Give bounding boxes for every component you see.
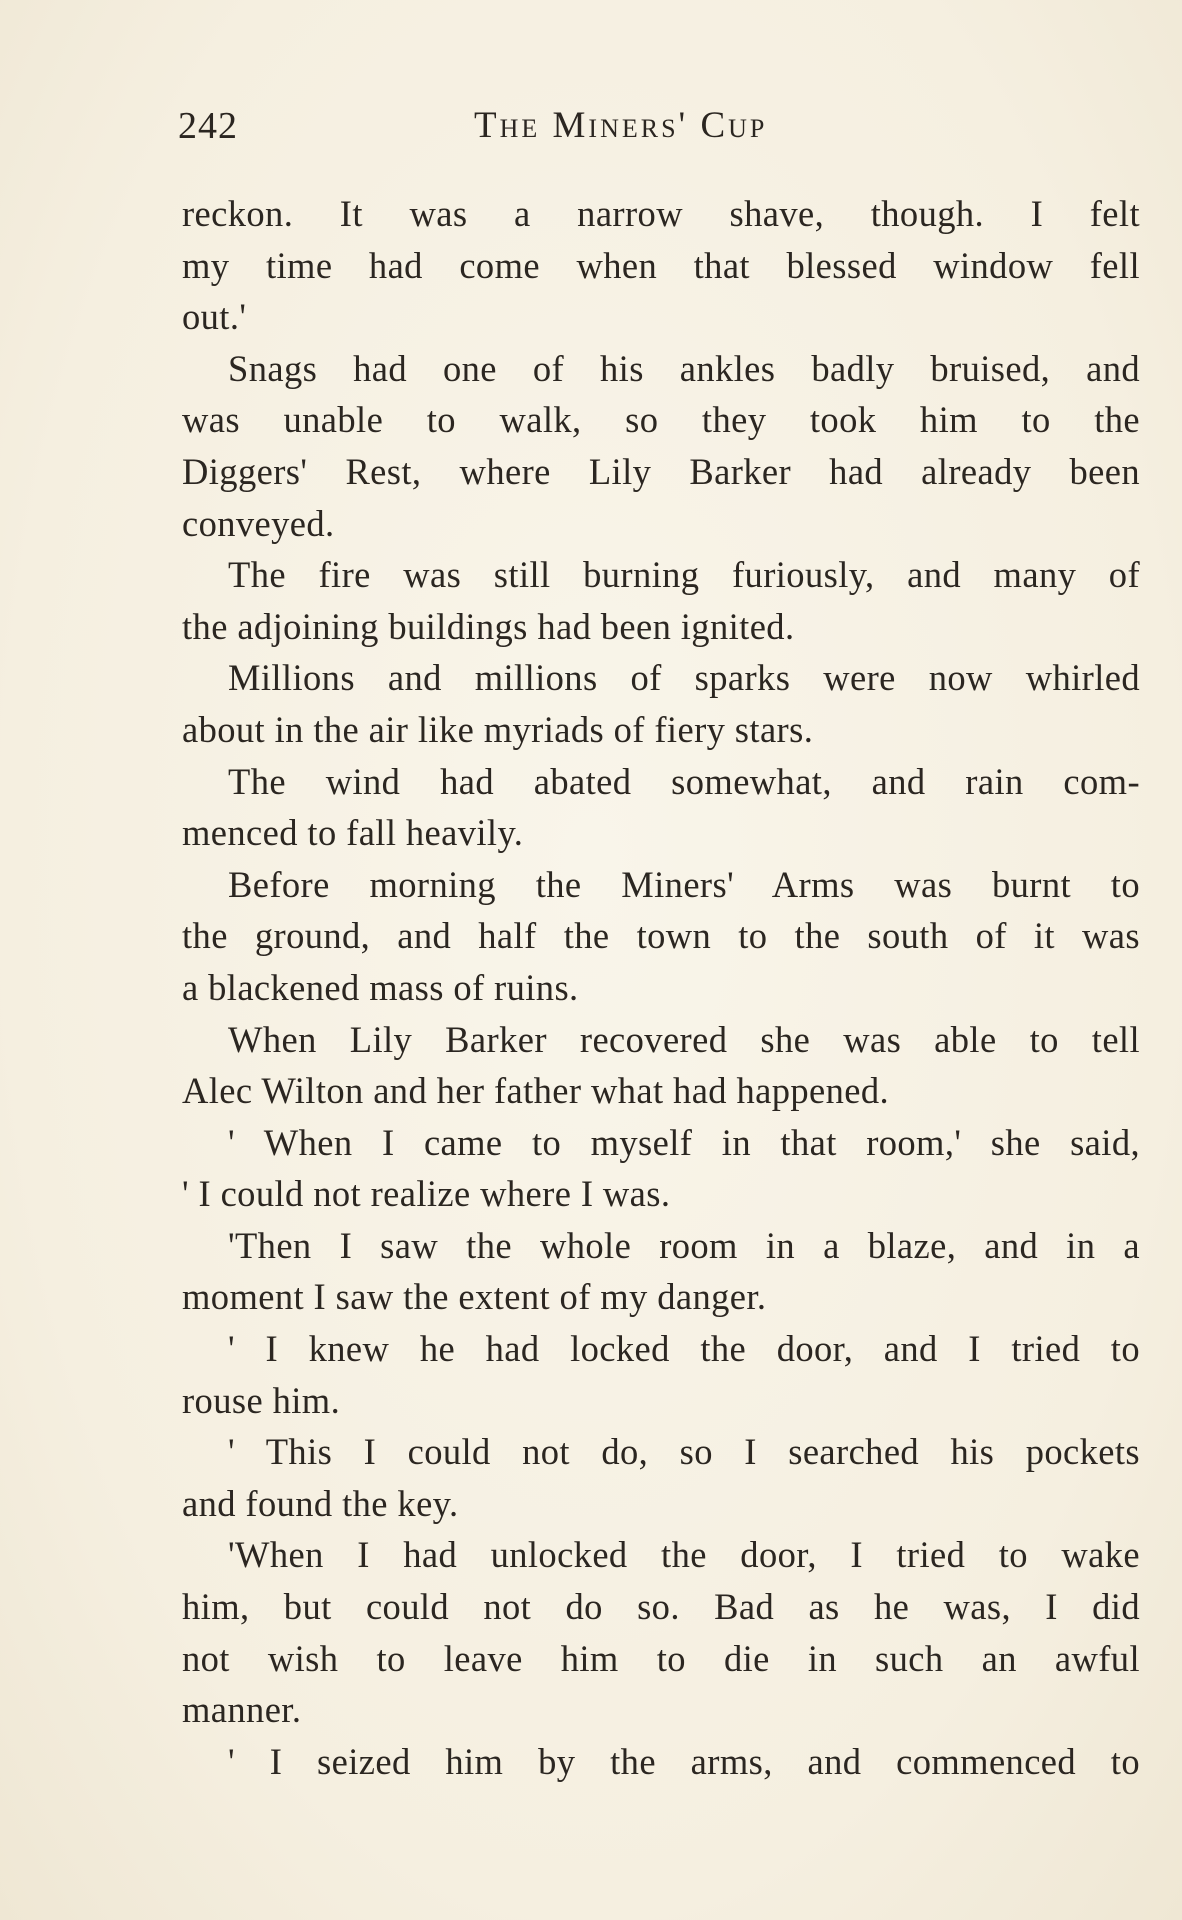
- page-number: 242: [178, 105, 238, 147]
- text-line: ' I knew he had locked the door, and I tried to: [228, 1328, 1140, 1370]
- text-line: Alec Wilton and her father what had happened.: [182, 1070, 890, 1112]
- text-line: conveyed.: [182, 502, 335, 544]
- text-line: rouse him.: [182, 1379, 341, 1421]
- text-line: The fire was still burning furiously, and many of: [228, 554, 1140, 596]
- text-line: ' I seized him by the arms, and commenced to: [228, 1740, 1140, 1782]
- text-line: about in the air like myriads of fiery stars.: [182, 708, 814, 750]
- text-line: When Lily Barker recovered she was able to tell: [228, 1018, 1140, 1060]
- text-line: ' This I could not do, so I searched his pockets: [228, 1431, 1140, 1473]
- text-line: menced to fall heavily.: [182, 812, 524, 854]
- text-line: a blackened mass of ruins.: [182, 966, 579, 1008]
- text-line: ' When I came to myself in that room,' she said,: [228, 1121, 1140, 1163]
- text-line: ' I could not realize where I was.: [182, 1173, 671, 1215]
- text-line: and found the key.: [182, 1482, 459, 1524]
- text-line: not wish to leave him to die in such an awful: [182, 1637, 1140, 1679]
- text-line: him, but could not do so. Bad as he was, I did: [182, 1586, 1140, 1628]
- page-header: [174, 104, 844, 164]
- text-line: manner.: [182, 1689, 302, 1731]
- text-line: moment I saw the extent of my danger.: [182, 1276, 767, 1318]
- text-line: was unable to walk, so they took him to the: [182, 399, 1140, 441]
- text-line: Before morning the Miners' Arms was burnt to: [228, 863, 1140, 905]
- text-line: Millions and millions of sparks were now whirled: [228, 657, 1140, 699]
- text-line: out.': [182, 296, 247, 338]
- text-line: Diggers' Rest, where Lily Barker had already been: [182, 450, 1140, 492]
- text-line: reckon. It was a narrow shave, though. I felt: [182, 193, 1140, 234]
- text-line: the ground, and half the town to the south of it was: [182, 915, 1140, 957]
- text-line: the adjoining buildings had been ignited.: [182, 605, 795, 647]
- running-title: The Miners' Cup: [474, 105, 768, 146]
- text-line: 'Then I saw the whole room in a blaze, and in a: [228, 1224, 1140, 1266]
- text-line: my time had come when that blessed window fell: [182, 244, 1140, 286]
- text-line: 'When I had unlocked the door, I tried to wake: [228, 1534, 1140, 1576]
- body-text: [182, 188, 1140, 1787]
- text-line: Snags had one of his ankles badly bruised, and: [228, 347, 1140, 389]
- text-line: The wind had abated somewhat, and rain com-: [228, 760, 1140, 802]
